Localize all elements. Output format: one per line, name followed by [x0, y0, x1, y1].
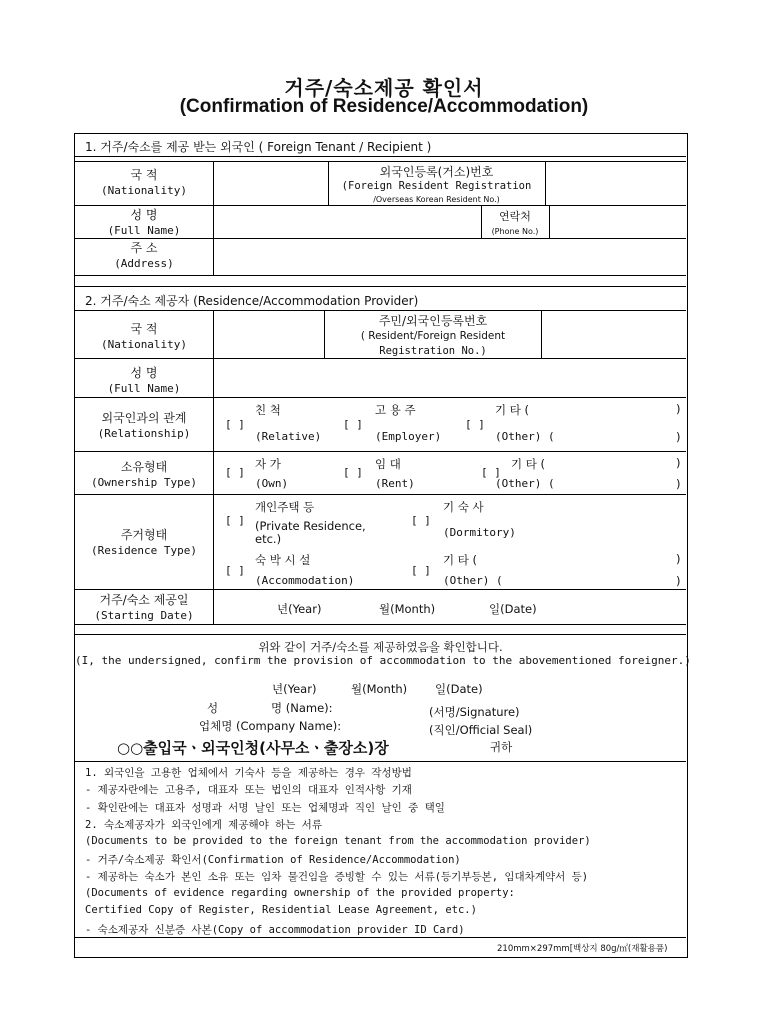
paren: ) [676, 430, 681, 444]
s2-name-field[interactable] [214, 359, 686, 397]
start-day[interactable]: 일(Date) [489, 602, 537, 616]
own-label-ko: 자 가 [255, 457, 281, 471]
confirm-month[interactable]: 월(Month) [351, 682, 408, 696]
official-seal-field[interactable]: (직인/Official Seal) [429, 723, 533, 737]
note-line: - 확인란에는 대표자 성명과 서명 날인 또는 업체명과 직인 날인 중 택일 [85, 801, 445, 814]
note-line: - 숙소제공자 신분증 사본(Copy of accommodation provider ID Card) [85, 923, 465, 936]
other-rel-label-en: (Other) ( [495, 430, 555, 443]
s2-nationality-field[interactable] [214, 311, 324, 358]
confirm-name-label1: 성 [207, 701, 219, 715]
confirm-day[interactable]: 일(Date) [435, 682, 483, 696]
s1-phone-field[interactable] [550, 206, 686, 238]
note-line: 2. 숙소제공자가 외국인에게 제공해야 하는 서류 [85, 819, 322, 832]
other-residence-checkbox[interactable]: [ ] [411, 564, 431, 577]
s1-nationality-label: 국 적 (Nationality) [100, 168, 188, 197]
section2-header: 2. 거주/숙소 제공자 (Residence/Accommodation Provider) [85, 294, 419, 308]
note-line: - 거주/숙소제공 확인서(Confirmation of Residence/Accommodation) [85, 854, 461, 866]
confirm-statement-en: (I, the undersigned, confirm the provision of accommodation to the abovementioned foreigner.) [75, 654, 691, 667]
other-own-label-en: (Other) ( [495, 477, 555, 490]
private-residence-ko: 개인주택 등 [255, 500, 315, 514]
own-label-en: (Own) [255, 477, 289, 490]
other-rel-checkbox[interactable]: [ ] [465, 418, 485, 431]
relative-checkbox[interactable]: [ ] [225, 418, 245, 431]
rent-checkbox[interactable]: [ ] [343, 466, 363, 479]
note-line: (Documents of evidence regarding ownership of the provided property: [85, 886, 515, 899]
s1-name-label: 성 명 (Full Name) [107, 208, 181, 237]
s1-registration-field[interactable] [546, 162, 686, 205]
other-residence-ko: 기 타 ( [443, 553, 478, 567]
note-line: Certified Copy of Register, Residential Lease Agreement, etc.) [85, 904, 477, 917]
own-checkbox[interactable]: [ ] [225, 466, 245, 479]
paren: ) [676, 552, 681, 566]
other-own-checkbox[interactable]: [ ] [481, 466, 501, 479]
dormitory-en: (Dormitory) [443, 526, 516, 539]
rent-label-en: (Rent) [375, 477, 415, 490]
confirm-statement-ko: 위와 같이 거주/숙소를 제공하였음을 확인합니다. [258, 640, 503, 654]
paren: ) [676, 574, 681, 588]
s2-registration-label: 주민/외국인등록번호 ( Resident/Foreign Resident Registration No.) [360, 314, 506, 357]
private-residence-en2: etc.) [255, 532, 282, 546]
s2-ownership-label: 소유형태 (Ownership Type) [91, 460, 197, 489]
section1-header: 1. 거주/숙소를 제공 받는 외국인 ( Foreign Tenant / Recipient ) [85, 140, 432, 154]
paren: ) [676, 477, 681, 491]
rent-label-ko: 임 대 [375, 457, 401, 471]
company-name-label: 업체명 (Company Name): [199, 719, 342, 733]
other-residence-en: (Other) ( [443, 574, 503, 587]
form-title-korean: 거주/숙소제공 확인서 [284, 76, 484, 100]
s2-relationship-label: 외국인과의 관계 (Relationship) [97, 411, 191, 440]
s2-name-label: 성 명 (Full Name) [107, 366, 181, 395]
private-residence-en: (Private Residence, [255, 519, 366, 533]
dormitory-checkbox[interactable]: [ ] [411, 514, 431, 527]
accommodation-ko: 숙 박 시 설 [255, 553, 311, 567]
accommodation-checkbox[interactable]: [ ] [225, 564, 245, 577]
s2-registration-field[interactable] [542, 311, 686, 358]
other-rel-label-ko: 기 타 ( [495, 403, 530, 417]
note-line: - 제공하는 숙소가 본인 소유 또는 임차 물건임을 증빙할 수 있는 서류(등기부등본, 임대차계약서 등) [85, 871, 589, 884]
form-title-english: (Confirmation of Residence/Accommodation) [179, 96, 589, 117]
employer-checkbox[interactable]: [ ] [343, 418, 363, 431]
addressee-label: 귀하 [490, 740, 513, 754]
dormitory-ko: 기 숙 사 [443, 500, 484, 514]
start-year[interactable]: 년(Year) [277, 602, 322, 616]
note-line: (Documents to be provided to the foreign tenant from the accommodation provider) [85, 834, 591, 847]
s1-address-label: 주 소 (Address) [114, 241, 174, 270]
confirm-name-label2: 명 (Name): [271, 701, 333, 715]
confirm-year[interactable]: 년(Year) [272, 682, 317, 696]
note-line: - 제공자란에는 고용주, 대표자 또는 법인의 대표자 인적사항 기재 [85, 784, 412, 797]
s2-residence-type-label: 주거형태 (Residence Type) [91, 528, 197, 557]
relative-label-en: (Relative) [255, 430, 322, 443]
employer-label-en: (Employer) [375, 430, 442, 443]
s2-starting-date-label: 거주/숙소 제공일 (Starting Date) [94, 593, 194, 622]
s1-registration-label: 외국인등록(거소)번호 (Foreign Resident Registration /Overseas Korean Resident No.) [341, 165, 532, 204]
s1-nationality-field[interactable] [214, 162, 328, 205]
paren: ) [676, 456, 681, 470]
paren: ) [676, 402, 681, 416]
confirmation-form [74, 133, 691, 958]
paper-spec-footer: 210mm×297mm[백상지 80g/㎡(재활용품) [497, 944, 668, 954]
s1-phone-label: 연락처 (Phone No.) [491, 210, 539, 236]
s2-nationality-label: 국 적 (Nationality) [100, 322, 188, 351]
s1-address-field[interactable] [214, 239, 686, 275]
private-residence-checkbox[interactable]: [ ] [225, 514, 245, 527]
note-line: 1. 외국인을 고용한 업체에서 기숙사 등을 제공하는 경우 작성방법 [85, 767, 412, 779]
employer-label-ko: 고 용 주 [375, 403, 416, 417]
signature-field[interactable]: (서명/Signature) [429, 705, 520, 719]
other-own-label-ko: 기 타 ( [511, 457, 546, 471]
start-month[interactable]: 월(Month) [379, 602, 436, 616]
immigration-office: ○○출입국ㆍ외국인청(사무소ㆍ출장소)장 [117, 739, 389, 757]
accommodation-en: (Accommodation) [255, 574, 355, 587]
relative-label-ko: 친 척 [255, 403, 281, 417]
s1-name-field[interactable] [214, 206, 481, 238]
